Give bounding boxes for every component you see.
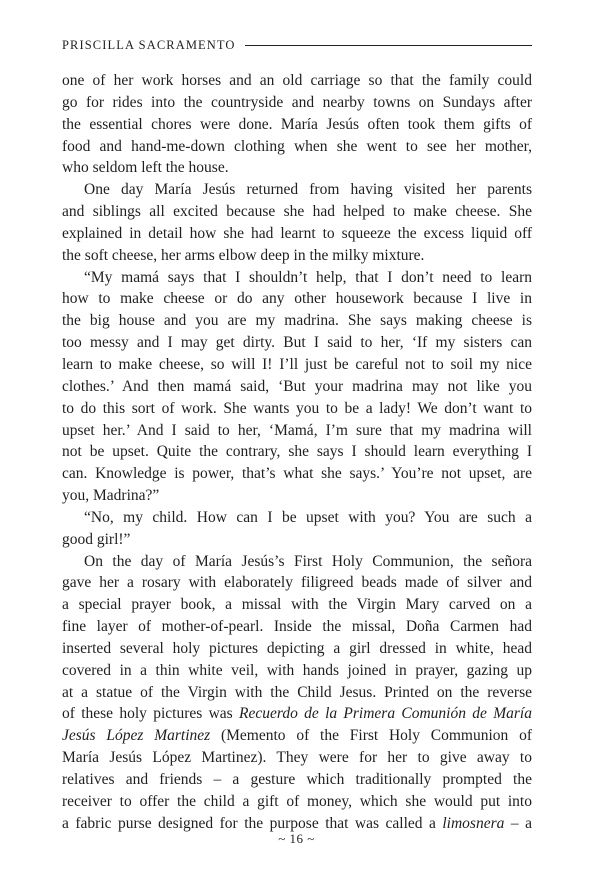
- text-line: too messy and I may get dirty. But I said to her, ‘If my sisters can: [62, 334, 532, 352]
- page-number: ~ 16 ~: [278, 831, 315, 846]
- text-line: receiver to offer the child a gift of money, which she would put into: [62, 792, 532, 810]
- text-line: [62, 703, 532, 725]
- text-line: good girl!”: [62, 530, 131, 548]
- italic-phrase: limosnera: [442, 814, 505, 832]
- text-line: explained in detail how she had learnt to squeeze the excess liquid off: [62, 224, 532, 242]
- italic-phrase: Jesús López Martinez: [62, 727, 211, 745]
- text-line: at a statue of the Virgin with the Child Jesus. Printed on the reverse: [62, 683, 532, 701]
- text-line: “No, my child. How can I be upset with you? You are such a: [84, 508, 532, 526]
- text-line: gave her a rosary with elaborately filigreed beads made of silver and: [62, 574, 532, 592]
- text-line: [62, 725, 532, 747]
- text-line: María Jesús López Martinez). They were for her to give away to: [62, 749, 532, 767]
- text-line: you, Madrina?”: [62, 487, 160, 505]
- text-line: who seldom left the house.: [62, 159, 229, 177]
- text-line: food and hand-me-down clothing when she went to see her mother,: [62, 137, 532, 155]
- running-header-author: PRISCILLA SACRAMENTO: [62, 38, 236, 52]
- text-line: clothes.’ And then mamá said, ‘But your madrina may not like you: [62, 377, 532, 395]
- text-line: inserted several holy pictures depicting a girl dressed in white, head: [62, 639, 532, 657]
- text-line: the big house and you are my madrina. She says making cheese is: [62, 312, 532, 330]
- text-run: of these holy pictures was: [62, 705, 240, 723]
- text-line: learn to make cheese, so will I! I’ll just be careful not to soil my nice: [62, 355, 532, 373]
- text-line: how to make cheese or do any other housework because I live in: [62, 290, 532, 308]
- running-header: [62, 38, 532, 53]
- text-run: (Memento of the First Holy Communion of: [210, 727, 532, 745]
- text-line: go for rides into the countryside and nearby towns on Sundays after: [62, 93, 532, 111]
- italic-phrase: Recuerdo de la Primera Comunión de María: [239, 705, 532, 723]
- text-run: a fabric purse designed for the purpose that was called a: [62, 814, 443, 832]
- header-rule: [245, 45, 532, 46]
- text-line: relatives and friends – a gesture which traditionally prompted the: [62, 771, 532, 788]
- text-line: not be upset. Quite the contrary, she says I should learn everything I: [62, 443, 532, 461]
- text-line: and siblings all excited because she had helped to make cheese. She: [62, 203, 532, 221]
- text-line: fine layer of mother-of-pearl. Inside the missal, Doña Carmen had: [62, 618, 532, 636]
- body-text: [62, 70, 532, 835]
- text-line: can. Knowledge is power, that’s what she says.’ You’re not upset, are: [62, 465, 532, 483]
- text-line: covered in a thin white veil, with hands joined in prayer, gazing up: [62, 661, 532, 679]
- text-line: the essential chores were done. María Jesús often took them gifts of: [62, 115, 532, 133]
- text-line: “My mamá says that I shouldn’t help, that I don’t need to learn: [84, 268, 532, 286]
- text-line: On the day of María Jesús’s First Holy Communion, the señora: [84, 552, 532, 570]
- text-line: One day María Jesús returned from having visited her parents: [84, 181, 532, 199]
- text-run: – a: [504, 814, 532, 832]
- text-line: to do this sort of work. She wants you to be a lady! We don’t want to: [62, 399, 532, 417]
- text-line: upset her.’ And I said to her, ‘Mamá, I’m sure that my madrina will: [62, 421, 532, 439]
- text-line: a special prayer book, a missal with the Virgin Mary carved on a: [62, 596, 532, 614]
- text-line: one of her work horses and an old carriage so that the family could: [62, 72, 532, 89]
- text-line: the soft cheese, her arms elbow deep in the milky mixture.: [62, 246, 425, 264]
